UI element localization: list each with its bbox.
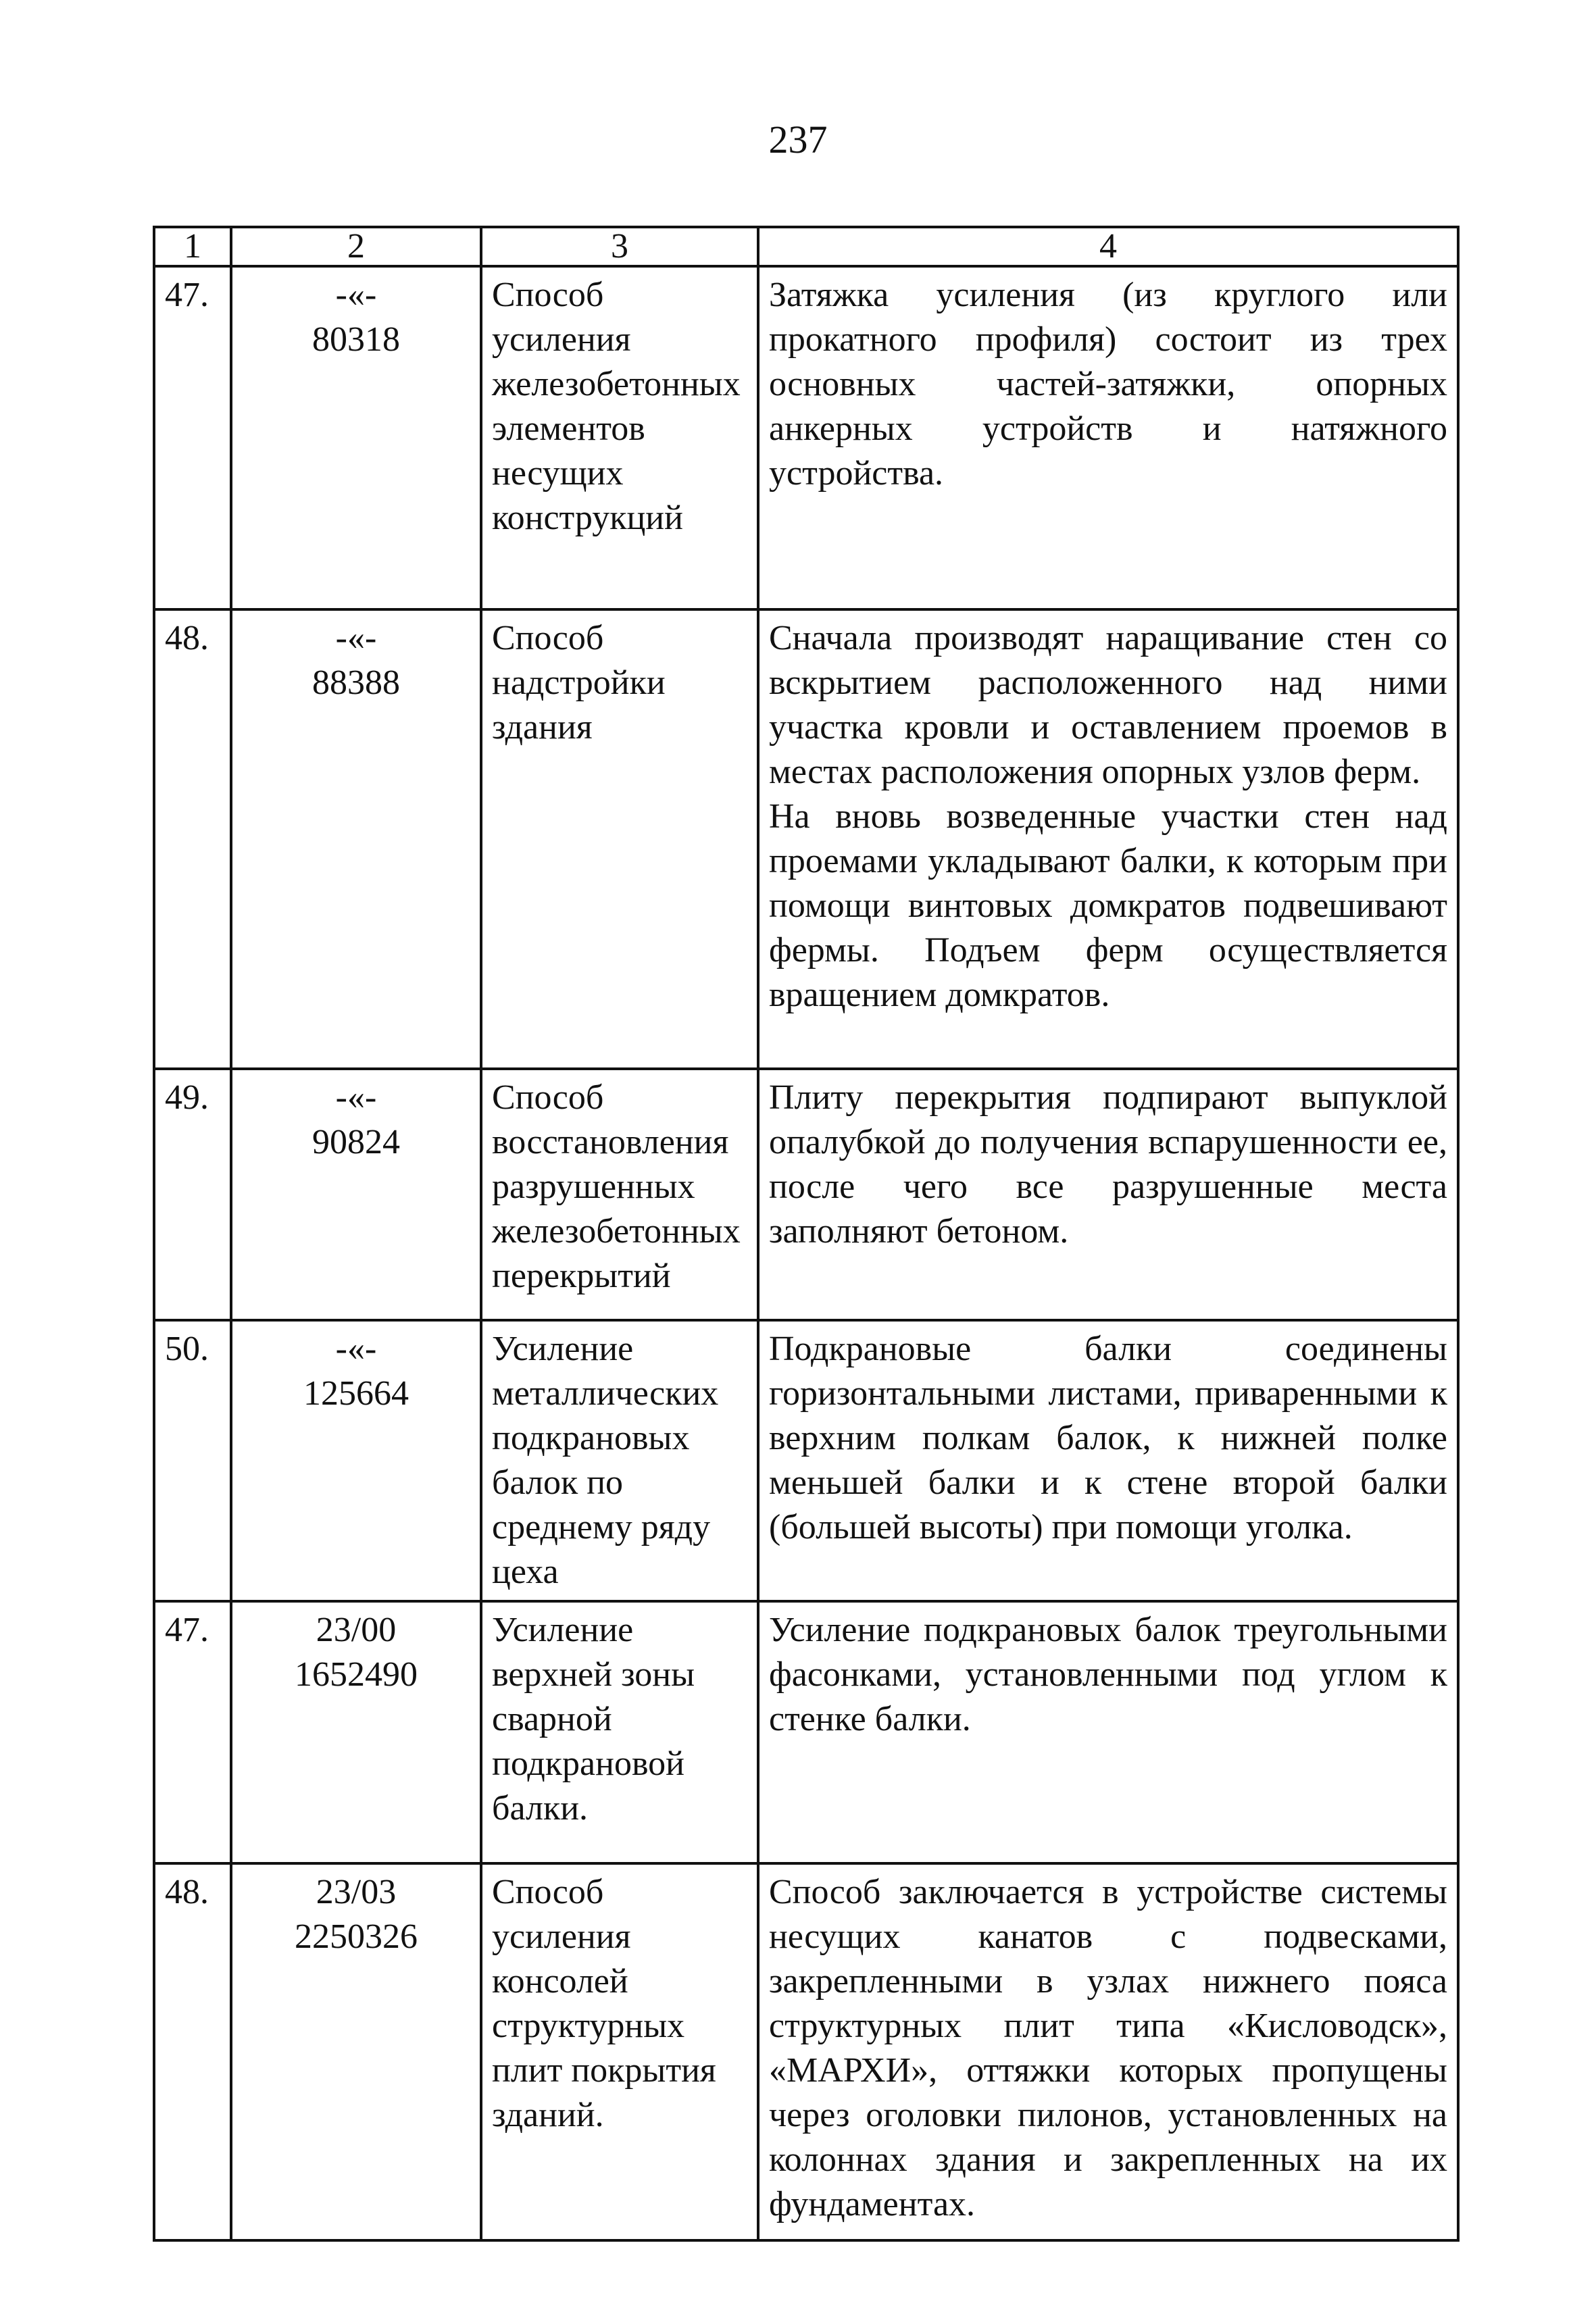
table-row <box>154 1320 1458 1601</box>
table-row <box>154 1863 1458 2240</box>
table-row <box>154 609 1458 1069</box>
method-description <box>758 266 1458 609</box>
patent-number <box>231 609 481 1069</box>
patent-id: 80318 <box>312 320 400 359</box>
row-number: 48. <box>154 609 231 1069</box>
patent-class: -«- <box>335 1078 377 1117</box>
patent-table <box>153 226 1460 2242</box>
method-description <box>758 1863 1458 2240</box>
row-number: 49. <box>154 1069 231 1320</box>
page-number: 237 <box>768 118 828 161</box>
patent-id: 2250326 <box>295 1917 418 1956</box>
column-header: 2 <box>231 227 481 266</box>
method-name: Способ восстановления разрушенных железобетонных перекрытий <box>481 1069 758 1320</box>
column-header: 4 <box>758 227 1458 266</box>
column-header: 3 <box>481 227 758 266</box>
description-paragraph: Плиту перекрытия подпирают выпуклой опалубкой до получения вспарушенности ее, после чего все разрушенные места заполняют бетоном. <box>769 1078 1447 1251</box>
method-description <box>758 1601 1458 1863</box>
patent-number <box>231 1601 481 1863</box>
patent-class: -«- <box>335 276 377 314</box>
table-row <box>154 1069 1458 1320</box>
description-paragraph: Способ заключается в устройстве системы несущих канатов с подвесками, закрепленными в узлах нижнего пояса структурных плит типа «Кисловодск», «МАРХИ», оттяжки которых пропущены через оголовки пилонов, установленных на колоннах здания и закрепленных на их фундаментах. <box>769 1873 1447 2223</box>
method-description <box>758 1069 1458 1320</box>
method-description <box>758 609 1458 1069</box>
patent-number <box>231 1069 481 1320</box>
description-paragraph: Затяжка усиления (из круглого или прокатного профиля) состоит из трех основных частей-затяжки, опорных анкерных устройств и натяжного устройства. <box>769 276 1447 493</box>
method-name: Усиление верхней зоны сварной подкрановой балки. <box>481 1601 758 1863</box>
column-header: 1 <box>154 227 231 266</box>
patent-class: -«- <box>335 1330 377 1368</box>
table-row <box>154 1601 1458 1863</box>
description-paragraph: Сначала производят наращивание стен со вскрытием расположенного над ними участка кровли и оставлением проемов в местах расположения опорных узлов ферм. <box>769 619 1447 791</box>
method-name: Способ усиления железобетонных элементов несущих конструкций <box>481 266 758 609</box>
patent-id: 125664 <box>303 1374 409 1413</box>
patent-id: 88388 <box>312 663 400 702</box>
method-description <box>758 1320 1458 1601</box>
patent-number <box>231 1320 481 1601</box>
patent-class: 23/03 <box>316 1873 397 1911</box>
row-number: 48. <box>154 1863 231 2240</box>
patent-class: 23/00 <box>316 1611 397 1649</box>
table-row <box>154 266 1458 609</box>
patent-number <box>231 1863 481 2240</box>
description-paragraph: На вновь возведенные участки стен над проемами укладывают балки, к которым при помощи винтовых домкратов подвешивают фермы. Подъем ферм осуществляется вращением домкратов. <box>769 797 1447 1014</box>
row-number: 47. <box>154 266 231 609</box>
patent-id: 90824 <box>312 1123 400 1161</box>
table-header-row <box>154 227 1458 266</box>
row-number: 50. <box>154 1320 231 1601</box>
description-paragraph: Подкрановые балки соединены горизонтальными листами, приваренными к верхним полкам балок, к нижней полке меньшей балки и к стене второй балки (большей высоты) при помощи уголка. <box>769 1330 1447 1546</box>
method-name: Способ усиления консолей структурных плит покрытия зданий. <box>481 1863 758 2240</box>
description-paragraph: Усиление подкрановых балок треугольными фасонками, установленными под углом к стенке балки. <box>769 1611 1447 1738</box>
patent-id: 1652490 <box>295 1655 418 1694</box>
method-name: Способ надстройки здания <box>481 609 758 1069</box>
patent-class: -«- <box>335 619 377 657</box>
patent-number <box>231 266 481 609</box>
method-name: Усиление металлических подкрановых балок по среднему ряду цеха <box>481 1320 758 1601</box>
row-number: 47. <box>154 1601 231 1863</box>
